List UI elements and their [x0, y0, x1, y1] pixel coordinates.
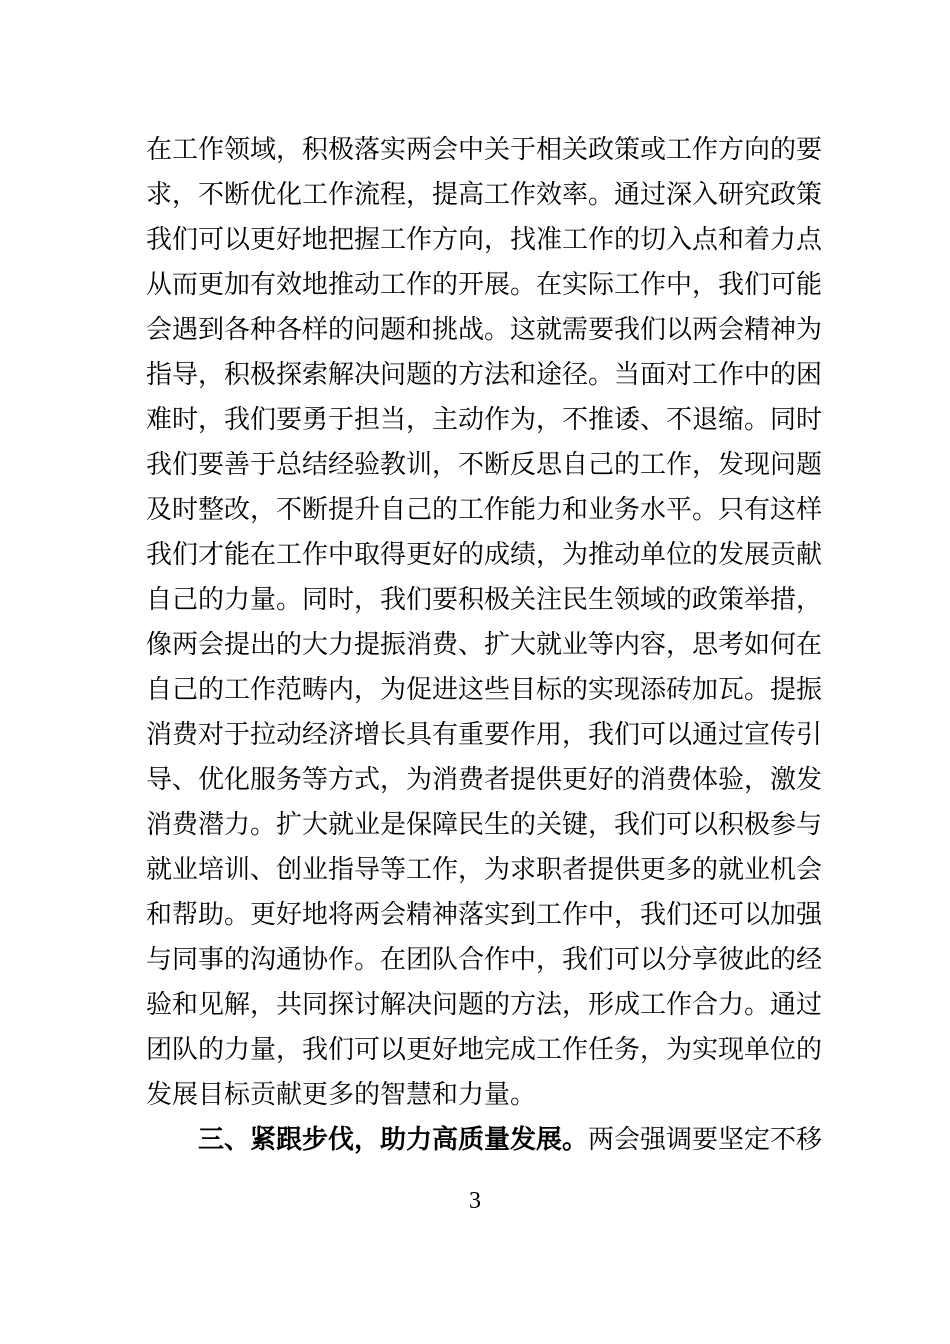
- body-line: 团队的力量，我们可以更好地完成工作任务，为实现单位的: [146, 1035, 823, 1065]
- body-line: 我们才能在工作中取得更好的成绩，为推动单位的发展贡献: [146, 540, 823, 570]
- section-heading-continuation: 两会强调要坚定不移: [588, 1125, 823, 1155]
- body-line: 自己的工作范畴内，为促进这些目标的实现添砖加瓦。提振: [146, 675, 823, 705]
- body-line: 消费潜力。扩大就业是保障民生的关键，我们可以积极参与: [146, 810, 823, 840]
- page-number: 3: [469, 1188, 481, 1214]
- body-line: 在工作领域，积极落实两会中关于相关政策或工作方向的要: [146, 135, 823, 165]
- body-line: 验和见解，共同探讨解决问题的方法，形成工作合力。通过: [146, 990, 823, 1020]
- body-line: 与同事的沟通协作。在团队合作中，我们可以分享彼此的经: [146, 945, 823, 975]
- body-line: 就业培训、创业指导等工作，为求职者提供更多的就业机会: [146, 855, 823, 885]
- body-line: 消费对于拉动经济增长具有重要作用，我们可以通过宣传引: [146, 720, 823, 750]
- body-line: 会遇到各种各样的问题和挑战。这就需要我们以两会精神为: [146, 315, 823, 345]
- body-line: 从而更加有效地推动工作的开展。在实际工作中，我们可能: [146, 270, 823, 300]
- body-line: 自己的力量。同时，我们要积极关注民生领域的政策举措，: [146, 585, 823, 615]
- body-line: 及时整改，不断提升自己的工作能力和业务水平。只有这样: [146, 495, 823, 525]
- body-line: 我们要善于总结经验教训，不断反思自己的工作，发现问题: [146, 450, 823, 480]
- body-text: [146, 128, 823, 1163]
- body-line: 我们可以更好地把握工作方向，找准工作的切入点和着力点: [146, 225, 823, 255]
- body-line: 发展目标贡献更多的智慧和力量。: [146, 1080, 537, 1110]
- body-line: 导、优化服务等方式，为消费者提供更好的消费体验，激发: [146, 765, 823, 795]
- section-heading-line: [146, 1118, 823, 1163]
- body-line: 求，不断优化工作流程，提高工作效率。通过深入研究政策: [146, 180, 823, 210]
- section-heading: 三、紧跟步伐，助力高质量发展。: [198, 1125, 589, 1155]
- body-line: 像两会提出的大力提振消费、扩大就业等内容，思考如何在: [146, 630, 823, 660]
- body-line: 难时，我们要勇于担当，主动作为，不推诿、不退缩。同时: [146, 405, 823, 435]
- body-line: 和帮助。更好地将两会精神落实到工作中，我们还可以加强: [146, 900, 823, 930]
- body-line: 指导，积极探索解决问题的方法和途径。当面对工作中的困: [146, 360, 823, 390]
